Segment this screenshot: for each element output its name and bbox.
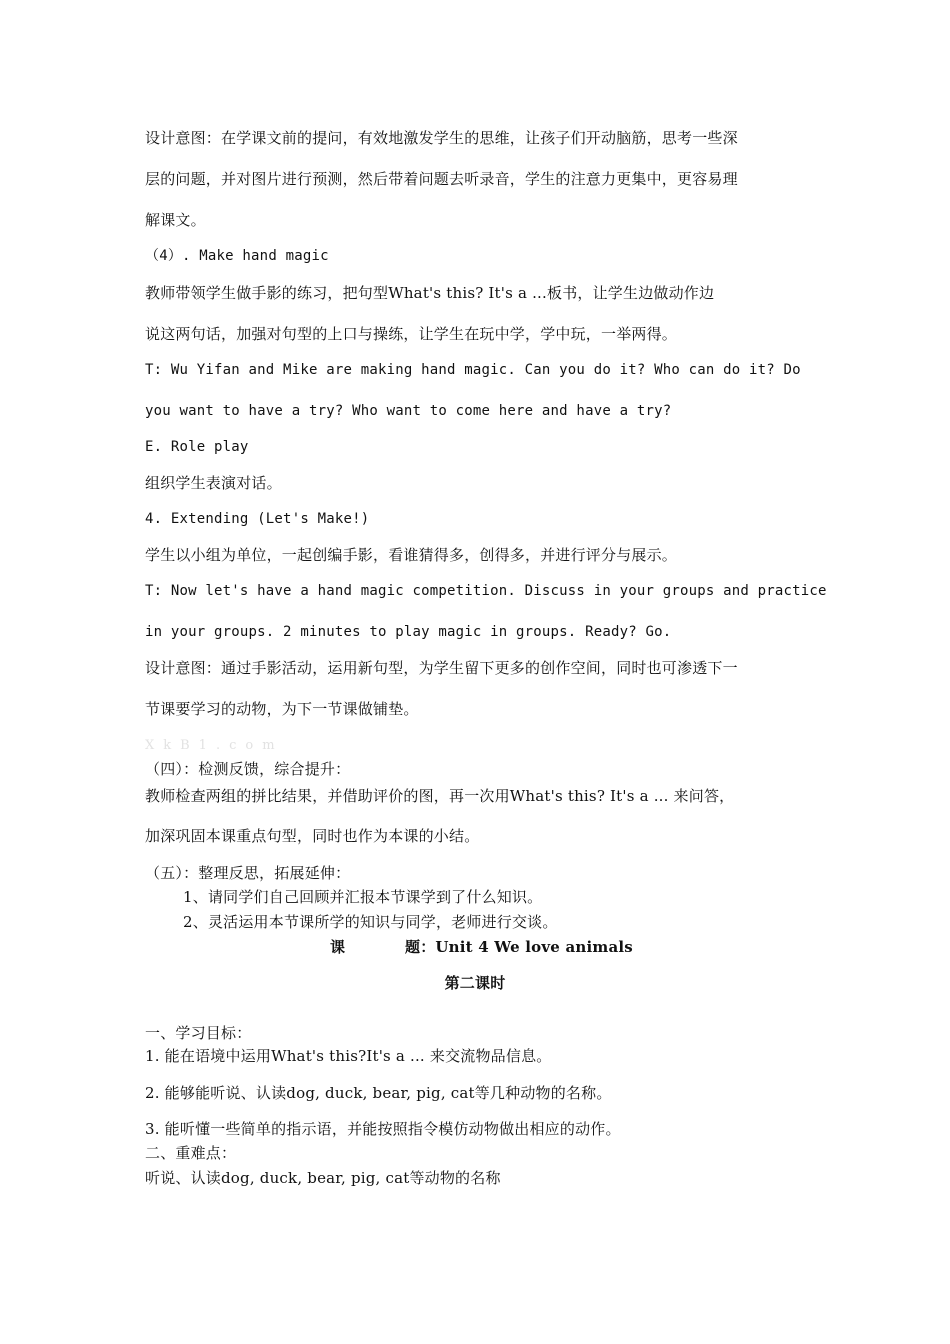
section-five-heading: （五）：整理反思，拓展延伸：: [145, 864, 351, 882]
list-item-1: 1、请同学们自己回顾并汇报本节课学到了什么知识。: [183, 888, 543, 906]
paragraph-line: 说这两句话，加强对句型的上口与操练，让学生在玩中学，学中玩，一举两得。: [145, 325, 678, 343]
list-item-2: 2、灵活运用本节课所学的知识与同学，老师进行交谈。: [183, 913, 558, 931]
teacher-dialogue-line: in your groups. 2 minutes to play magic in groups. Ready? Go.: [145, 624, 672, 640]
teacher-dialogue-line: you want to have a try? Who want to come here and have a try?: [145, 403, 672, 419]
paragraph-line: 教师带领学生做手影的练习，把句型What's this? It's a ...板书，让学生边做动作边: [145, 284, 715, 302]
paragraph-line: 教师检查两组的拼比结果，并借助评价的图，再一次用What's this? It's a ... 来问答，: [145, 787, 735, 805]
paragraph-line: 组织学生表演对话。: [145, 474, 282, 492]
title-label-b: 题：Unit 4 We love animals: [405, 938, 633, 956]
section-role-play-heading: E. Role play: [145, 439, 249, 455]
design-intent-line-3: 解课文。: [145, 211, 206, 229]
watermark: XkB1.com: [145, 738, 284, 753]
lesson-title: [330, 937, 750, 957]
objective-3: 3. 能听懂一些简单的指示语，并能按照指令模仿动物做出相应的动作。: [145, 1120, 621, 1138]
key-points-text: 听说、认读dog, duck, bear, pig, cat等动物的名称: [145, 1169, 501, 1187]
design-intent-line: 节课要学习的动物，为下一节课做铺垫。: [145, 700, 419, 718]
key-points-heading: 二、重难点：: [145, 1144, 237, 1162]
design-intent-line: 设计意图：通过手影活动，运用新句型，为学生留下更多的创作空间，同时也可渗透下一: [145, 659, 738, 677]
section-hand-magic-heading: （4）. Make hand magic: [145, 248, 329, 264]
title-label-a: 课: [330, 938, 346, 956]
objective-2: 2. 能够能听说、认读dog, duck, bear, pig, cat等几种动物的名称。: [145, 1084, 612, 1102]
objective-1: 1. 能在语境中运用What's this?It's a ... 来交流物品信息。: [145, 1047, 552, 1065]
paragraph-line: 学生以小组为单位，一起创编手影，看谁猜得多，创得多，并进行评分与展示。: [145, 546, 678, 564]
design-intent-line-2: 层的问题，并对图片进行预测，然后带着问题去听录音，学生的注意力更集中，更容易理: [145, 170, 738, 188]
teacher-dialogue-line: T: Now let's have a hand magic competition. Discuss in your groups and practice: [145, 583, 827, 599]
section-extending-heading: 4. Extending (Let's Make!): [145, 511, 370, 527]
section-four-heading: （四）：检测反馈，综合提升：: [145, 760, 351, 778]
objectives-heading: 一、学习目标：: [145, 1024, 252, 1042]
lesson-number: 第二课时: [444, 974, 506, 992]
design-intent-line-1: 设计意图：在学课文前的提问，有效地激发学生的思维，让孩子们开动脑筋，思考一些深: [145, 129, 738, 147]
teacher-dialogue-line: T: Wu Yifan and Mike are making hand magic. Can you do it? Who can do it? Do: [145, 362, 801, 378]
paragraph-line: 加深巩固本课重点句型，同时也作为本课的小结。: [145, 827, 480, 845]
